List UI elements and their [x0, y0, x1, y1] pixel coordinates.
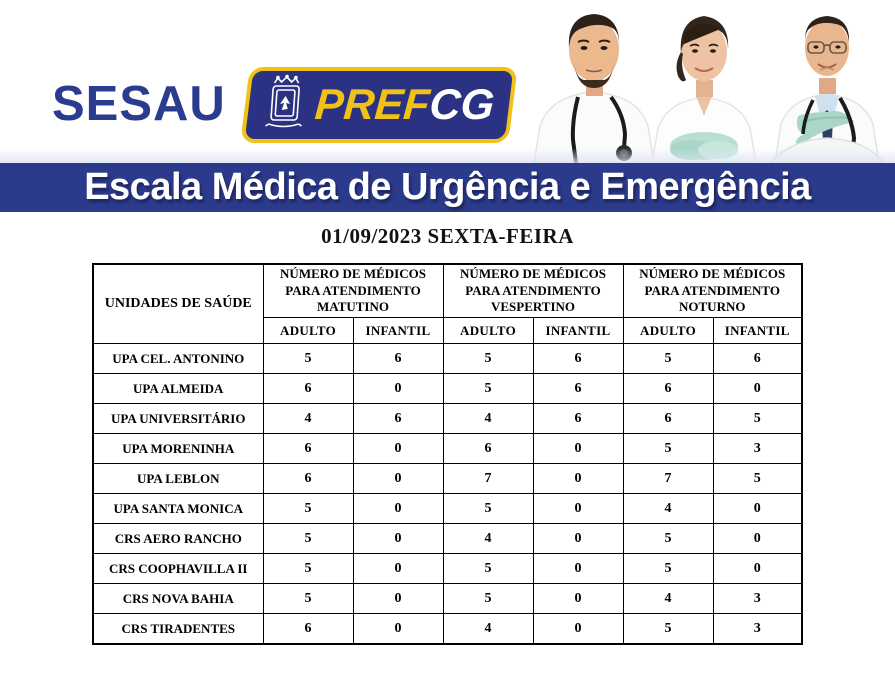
cell-value: 0 — [713, 524, 802, 554]
cell-value: 3 — [713, 434, 802, 464]
unit-name: CRS AERO RANCHO — [93, 524, 263, 554]
page-title: Escala Médica de Urgência e Emergência — [84, 166, 811, 208]
cell-value: 3 — [713, 584, 802, 614]
column-group-matutino: NÚMERO DE MÉDICOS PARA ATENDIMENTO MATUTINO — [263, 264, 443, 318]
unit-name: UPA SANTA MONICA — [93, 494, 263, 524]
table-row — [93, 374, 802, 404]
subheader-adulto: ADULTO — [443, 318, 533, 344]
table-row — [93, 614, 802, 645]
cell-value: 6 — [713, 344, 802, 374]
cell-value: 0 — [533, 614, 623, 645]
cell-value: 0 — [353, 494, 443, 524]
cell-value: 5 — [623, 614, 713, 645]
subheader-adulto: ADULTO — [263, 318, 353, 344]
table-row — [93, 554, 802, 584]
schedule-table — [92, 263, 803, 645]
cell-value: 4 — [443, 404, 533, 434]
cell-value: 6 — [353, 404, 443, 434]
unit-name: CRS NOVA BAHIA — [93, 584, 263, 614]
cell-value: 6 — [263, 614, 353, 645]
column-group-vespertino: NÚMERO DE MÉDICOS PARA ATENDIMENTO VESPERTINO — [443, 264, 623, 318]
cell-value: 5 — [623, 434, 713, 464]
cell-value: 0 — [353, 434, 443, 464]
subheader-infantil: INFANTIL — [533, 318, 623, 344]
unit-name: UPA UNIVERSITÁRIO — [93, 404, 263, 434]
cell-value: 5 — [443, 494, 533, 524]
city-crest-icon — [261, 74, 309, 137]
cell-value: 0 — [353, 584, 443, 614]
cell-value: 6 — [263, 434, 353, 464]
prefcg-pref-text: PREF — [313, 80, 432, 129]
cell-value: 5 — [263, 524, 353, 554]
table-row — [93, 344, 802, 374]
unit-name: UPA MORENINHA — [93, 434, 263, 464]
table-row — [93, 584, 802, 614]
cell-value: 0 — [533, 494, 623, 524]
doctors-photo — [532, 0, 895, 163]
subheader-infantil: INFANTIL — [713, 318, 802, 344]
cell-value: 5 — [443, 554, 533, 584]
cell-value: 4 — [623, 584, 713, 614]
unit-name: CRS TIRADENTES — [93, 614, 263, 645]
column-header-units: UNIDADES DE SAÚDE — [93, 264, 263, 344]
cell-value: 6 — [623, 404, 713, 434]
table-row — [93, 404, 802, 434]
cell-value: 5 — [623, 524, 713, 554]
cell-value: 5 — [443, 344, 533, 374]
cell-value: 0 — [533, 464, 623, 494]
doctor-man-right — [770, 16, 884, 163]
cell-value: 4 — [623, 494, 713, 524]
cell-value: 5 — [713, 464, 802, 494]
doctor-man-left — [534, 14, 654, 163]
cell-value: 5 — [623, 344, 713, 374]
prefcg-cg-text: CG — [428, 80, 497, 129]
cell-value: 5 — [623, 554, 713, 584]
cell-value: 6 — [263, 374, 353, 404]
table-row — [93, 464, 802, 494]
cell-value: 0 — [353, 464, 443, 494]
cell-value: 5 — [263, 554, 353, 584]
cell-value: 3 — [713, 614, 802, 645]
cell-value: 7 — [623, 464, 713, 494]
cell-value: 0 — [533, 554, 623, 584]
cell-value: 5 — [263, 494, 353, 524]
prefcg-logo-content — [261, 74, 497, 137]
cell-value: 6 — [533, 374, 623, 404]
table-row — [93, 434, 802, 464]
cell-value: 5 — [443, 584, 533, 614]
header — [0, 0, 560, 163]
cell-value: 0 — [353, 524, 443, 554]
unit-name: UPA CEL. ANTONINO — [93, 344, 263, 374]
doctor-woman-middle — [652, 16, 756, 163]
subheader-infantil: INFANTIL — [353, 318, 443, 344]
cell-value: 0 — [713, 554, 802, 584]
title-banner — [0, 163, 895, 212]
cell-value: 0 — [353, 374, 443, 404]
cell-value: 5 — [263, 584, 353, 614]
unit-name: UPA LEBLON — [93, 464, 263, 494]
unit-name: UPA ALMEIDA — [93, 374, 263, 404]
cell-value: 0 — [353, 614, 443, 645]
column-group-noturno: NÚMERO DE MÉDICOS PARA ATENDIMENTO NOTURNO — [623, 264, 802, 318]
cell-value: 6 — [353, 344, 443, 374]
cell-value: 0 — [533, 524, 623, 554]
cell-value: 0 — [353, 554, 443, 584]
cell-value: 6 — [533, 344, 623, 374]
cell-value: 7 — [443, 464, 533, 494]
subheader-adulto: ADULTO — [623, 318, 713, 344]
cell-value: 4 — [443, 524, 533, 554]
cell-value: 5 — [443, 374, 533, 404]
cell-value: 5 — [713, 404, 802, 434]
prefcg-logo-text — [314, 81, 497, 130]
cell-value: 6 — [263, 464, 353, 494]
cell-value: 5 — [263, 344, 353, 374]
schedule-table-wrap — [92, 263, 803, 645]
unit-name: CRS COOPHAVILLA II — [93, 554, 263, 584]
sesau-logo: SESAU — [52, 77, 226, 131]
cell-value: 6 — [623, 374, 713, 404]
cell-value: 4 — [443, 614, 533, 645]
photo-fade-strip — [0, 148, 895, 163]
date-heading: 01/09/2023 SEXTA-FEIRA — [321, 224, 574, 248]
cell-value: 4 — [263, 404, 353, 434]
cell-value: 0 — [713, 374, 802, 404]
cell-value: 0 — [713, 494, 802, 524]
cell-value: 6 — [443, 434, 533, 464]
table-row — [93, 494, 802, 524]
cell-value: 0 — [533, 434, 623, 464]
cell-value: 0 — [533, 584, 623, 614]
cell-value: 6 — [533, 404, 623, 434]
table-row — [93, 524, 802, 554]
prefcg-logo-badge — [240, 67, 517, 143]
